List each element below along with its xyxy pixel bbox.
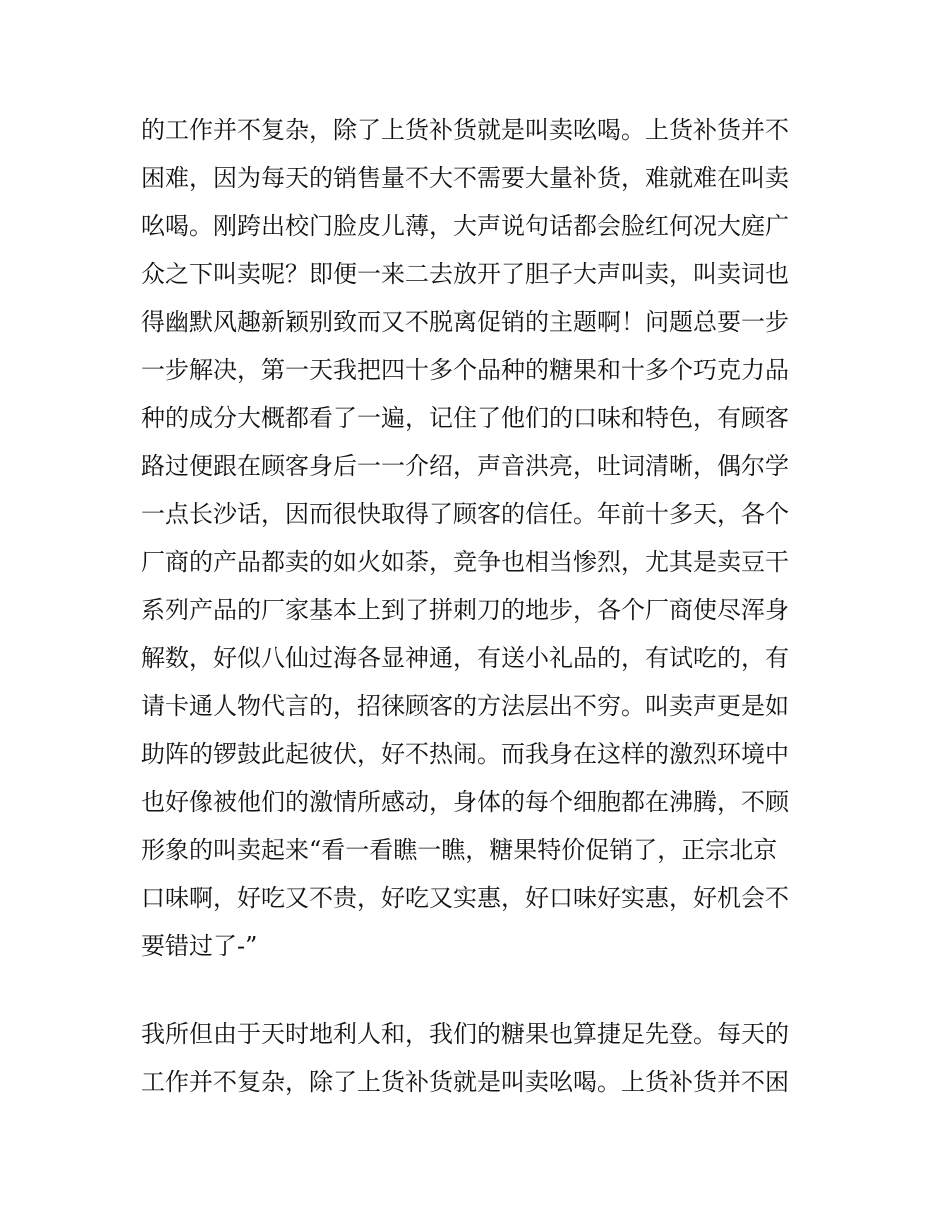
- text-line: 困难，因为每天的销售量不大不需要大量补货，难就难在叫卖: [141, 164, 789, 192]
- text-line: 助阵的锣鼓此起彼伏，好不热闹。而我身在这样的激烈环境中: [141, 740, 789, 768]
- text-line: 一步解决，第一天我把四十多个品种的糖果和十多个巧克力品: [141, 356, 789, 384]
- text-line: 请卡通人物代言的，招徕顾客的方法层出不穷。叫卖声更是如: [141, 692, 789, 720]
- text-line: 解数，好似八仙过海各显神通，有送小礼品的，有试吃的，有: [141, 644, 789, 672]
- text-line: 的工作并不复杂，除了上货补货就是叫卖吆喝。上货补货并不: [141, 116, 789, 144]
- text-line: 厂商的产品都卖的如火如荼，竞争也相当惨烈，尤其是卖豆干: [141, 548, 789, 576]
- text-line: 一点长沙话，因而很快取得了顾客的信任。年前十多天，各个: [141, 500, 789, 528]
- paragraph-1: [141, 106, 821, 970]
- text-line: 吆喝。刚跨出校门脸皮儿薄，大声说句话都会脸红何况大庭广: [141, 212, 789, 240]
- text-line: 口味啊，好吃又不贵，好吃又实惠，好口味好实惠，好机会不: [141, 884, 789, 912]
- text-line: 得幽默风趣新颖别致而又不脱离促销的主题啊！问题总要一步: [141, 308, 789, 336]
- text-line: 要错过了-”: [141, 932, 258, 960]
- text-line: 路过便跟在顾客身后一一介绍，声音洪亮，吐词清晰，偶尔学: [141, 452, 789, 480]
- text-line: 我所但由于天时地利人和，我们的糖果也算捷足先登。每天的: [141, 1020, 789, 1048]
- text-line: 种的成分大概都看了一遍，记住了他们的口味和特色，有顾客: [141, 404, 789, 432]
- text-line: 工作并不复杂，除了上货补货就是叫卖吆喝。上货补货并不困: [141, 1068, 789, 1096]
- text-line: 众之下叫卖呢？即便一来二去放开了胆子大声叫卖，叫卖词也: [141, 260, 789, 288]
- text-line: 形象的叫卖起来“看一看瞧一瞧，糖果特价促销了，正宗北京: [141, 836, 778, 864]
- paragraph-2: [141, 1010, 821, 1106]
- text-line: 也好像被他们的激情所感动，身体的每个细胞都在沸腾，不顾: [141, 788, 789, 816]
- text-line: 系列产品的厂家基本上到了拼刺刀的地步，各个厂商使尽浑身: [141, 596, 789, 624]
